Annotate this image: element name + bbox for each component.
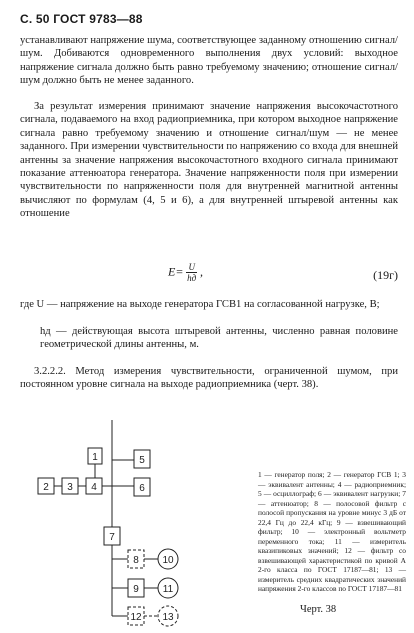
definition-u: где U — напряжение на выходе генератора ГСВ1 на согласованной нагрузке, В; — [20, 299, 380, 310]
page-header: С. 50 ГОСТ 9783—88 — [20, 12, 143, 26]
block-13-label: 13 — [162, 612, 174, 623]
paragraph-3: 3.2.2.2. Метод измерения чувствительности, ограниченной шумом, при постоянном уровне сигнала на выходе радиоприемника (черт. 38). — [20, 366, 398, 391]
block-8-label: 8 — [133, 555, 139, 566]
formula-denominator: hд — [187, 273, 197, 283]
figure-caption: Черт. 38 — [300, 604, 337, 615]
paragraph-1: устанавливают напряжение шума, соответствующее заданному отношению сигнал/шум. Добиваются одновременного выполнения двух условий: выходное напряжение сигнала должно быть равно требуемому значению; отношение сигнал/шум должно быть не менее заданного. — [20, 35, 398, 87]
formula-number: (19г) — [373, 268, 398, 282]
formula-tail: , — [199, 264, 203, 279]
block-2-label: 2 — [43, 482, 49, 493]
formula-numerator: U — [188, 262, 195, 272]
block-10-label: 10 — [162, 555, 174, 566]
formula-lhs: E= — [168, 264, 184, 279]
definition-hd: hд — действующая высота штыревой антенны, численно равная половине геометрической длины антенны, м. — [40, 326, 398, 351]
block-5-label: 5 — [139, 455, 145, 466]
paragraph-2: За результат измерения принимают значение напряжения высокочастотного сигнала, подаваемого на вход радиоприемника, при котором выходное напряжение сигнала равно требуемому значению и отношение сигнал/шум — не менее заданного. При измерении чувствительности по напряжению со входа для внешней антенны за значение напряжения высокочастотного входного сигнала принимают показание аттенюатора генератора. Значение напряженности поля при измерении чувствительности по напряженности поля для внутренней магнитной антенны вычисляют по формулам (4, 5 и 6), а для внутренней штыревой антенны как отношение — [20, 101, 398, 220]
block-1-label: 1 — [92, 452, 98, 463]
block-11-label: 11 — [162, 584, 174, 595]
block-6-label: 6 — [139, 483, 145, 494]
block-9-label: 9 — [133, 584, 139, 595]
diagram-legend: 1 — генератор поля; 2 — генератор ГСВ 1; 3 — эквивалент антенны; 4 — радиоприемник; 5 — осциллограф; 6 — эквивалент нагрузки; 7 — аттенюатор; 8 — полосовой фильтр с полосой пропускания на уровне минус 3 дБ от 22,4 Гц до 22,4 кГц; 9 — взвешивающий фильтр; 10 — электронный вольтметр переменного тока; 11 — измеритель квазипиковых значений; 12 — фильтр со взвешивающей характеристикой по кривой A 2-го класса по ГОСТ 17187—81; 13 — измеритель средних квадратических значений напряжения 2-го классов по ГОСТ 17187—81 — [258, 470, 406, 593]
block-3-label: 3 — [67, 482, 73, 493]
block-4-label: 4 — [91, 482, 97, 493]
block-12-label: 12 — [130, 612, 142, 623]
block-7-label: 7 — [109, 532, 115, 543]
